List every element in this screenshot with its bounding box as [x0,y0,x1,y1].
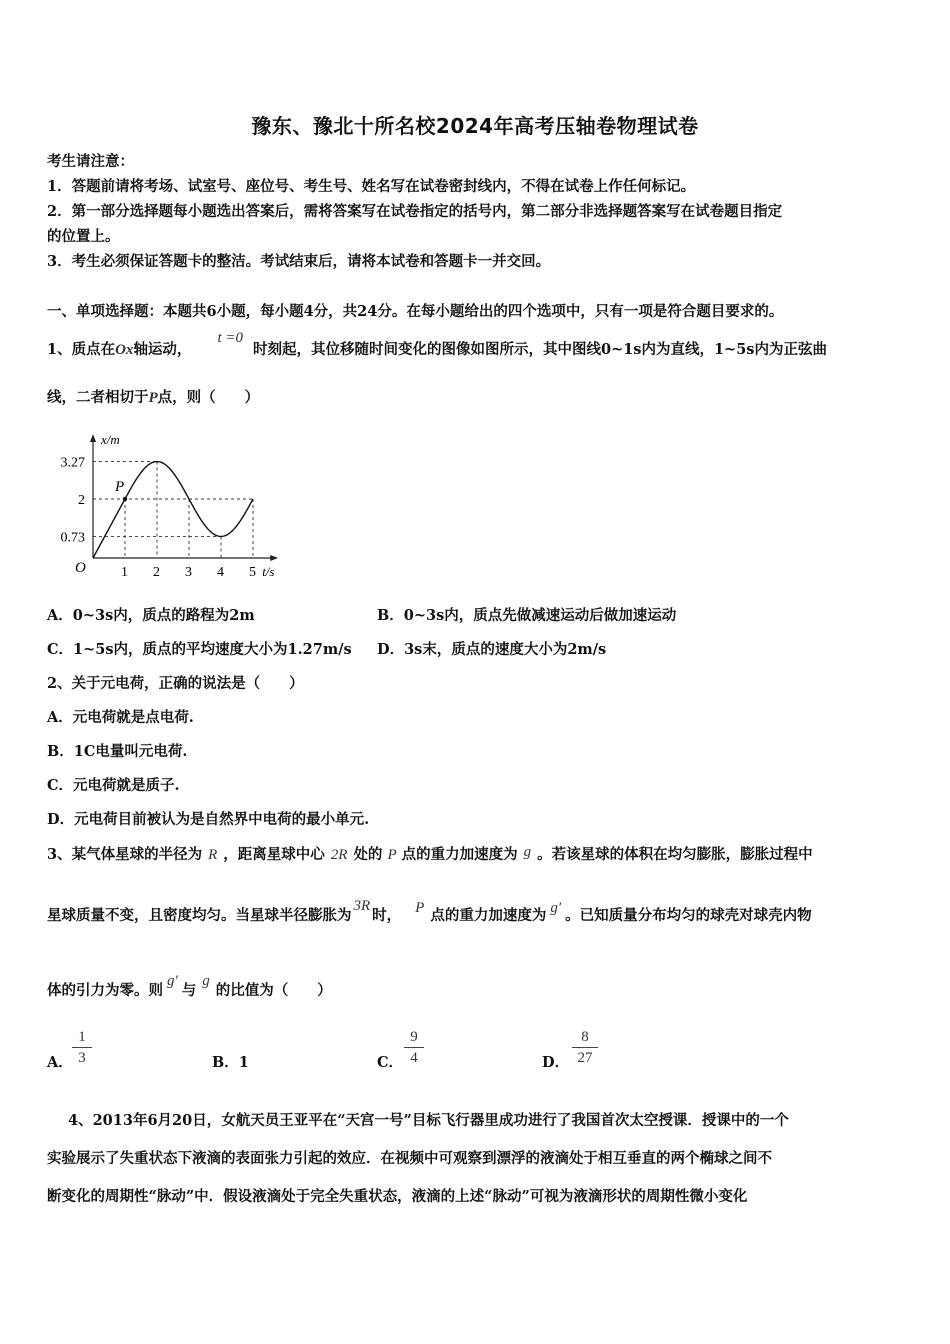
q1-text-b: 轴运动， [133,341,192,358]
q4-line3: 断变化的周期性“脉动”中．假设液滴处于完全失重状态，液滴的上述“脉动”可视为液滴形状的周期性微小变化 [47,1188,748,1205]
q1-p: P [148,390,158,406]
q3-p1: P [387,847,397,863]
x-tick-label: 4 [217,565,224,580]
notice-item-2: 2．第一部分选择题每小题选出答案后，需将答案写在试卷指定的括号内，第二部分非选择题答案写在试卷题目指定 [47,203,783,220]
q1-stem-line2 [47,388,259,408]
q3-text-a: 3、某气体星球的半径为 [47,846,203,863]
q3-option-d-fraction [572,1027,598,1068]
x-tick-label: 2 [153,565,160,580]
q3-text-g: 时， [372,907,402,924]
q2-option-b: B．1C电量叫元电荷. [47,743,188,760]
x-tick-label: 1 [121,565,128,580]
x-tick-label: 3 [185,565,192,580]
y-axis-arrow [90,434,96,442]
q2-option-c: C．元电荷就是质子. [47,777,180,794]
page-title: 豫东、豫北十所名校2024年高考压轴卷物理试卷 [251,114,699,138]
q3-option-a-label: A． [47,1054,73,1071]
q3-line2 [47,898,812,926]
y-axis-label: x/m [101,432,120,447]
q1-stem-line1 [47,330,827,360]
q3-text-l: 的比值为（ ） [215,982,332,999]
q3-option-b: B．1 [212,1054,249,1071]
q1-text-a: 1、质点在 [47,341,116,358]
q3-text-h: 点的重力加速度为 [430,907,547,924]
notice-heading: 考生请注意： [47,153,134,170]
origin-label: O [75,560,86,576]
q3-text-k: 与 [181,982,197,999]
q3-r: R [208,847,218,863]
q1-text-c: 时刻起，其位移随时间变化的图像如图所示，其中图线0~1s内为直线，1~5s内为正弦曲 [252,341,827,358]
q3-option-c-num: 9 [404,1027,424,1048]
q3-option-d-num: 8 [572,1027,598,1048]
point-p-label: P [115,479,125,495]
q1-t0: t =0 [217,330,243,346]
section-heading: 一、单项选择题：本题共6小题，每小题4分，共24分。在每小题给出的四个选项中，只有一项是符合题目要求的。 [47,303,784,320]
q1-text-d: 线，二者相切于 [47,389,149,406]
q1-xt-graph [45,420,295,590]
y-tick-label: 2 [78,493,85,508]
q3-text-e: 。若该星球的体积在均匀膨胀，膨胀过程中 [537,846,813,863]
q3-text-c: 处的 [353,846,383,863]
q3-option-a-fraction [72,1027,92,1068]
q1-option-b: B．0~3s内，质点先做减速运动后做加速运动 [377,607,677,624]
x-axis-arrow [270,555,278,561]
q1-option-a: A．0~3s内，质点的路程为2m [47,607,255,624]
q3-3r: 3R [353,898,371,914]
q3-text-b: ，距离星球中心 [223,846,325,863]
q3-text-i: 。已知质量分布均匀的球壳对球壳内物 [565,907,812,924]
q3-g2: g [202,973,210,989]
q3-p2: P [415,900,425,916]
q3-option-d-den: 27 [577,1050,593,1066]
series-line-segment [93,499,125,558]
notice-item-3: 3．考生必须保证答题卡的整洁。考试结束后，请将本试卷和答题卡一并交回。 [47,253,551,270]
q3-text-f: 星球质量不变，且密度均匀。当星球半径膨胀为 [47,907,352,924]
q3-line1 [47,845,813,865]
q4-line2: 实验展示了失重状态下液滴的表面张力引起的效应．在视频中可观察到漂浮的液滴处于相互垂直的两个椭球之间不 [47,1150,772,1167]
notice-item-1: 1．答题前请将考场、试室号、座位号、考生号、姓名写在试卷密封线内，不得在试卷上作任何标记。 [47,178,696,195]
y-tick-label: 3.27 [60,455,85,471]
q4-line1: 4、2013年6月20日，女航天员王亚平在“天宫一号”目标飞行器里成功进行了我国首次太空授课．授课中的一个 [68,1112,789,1129]
q3-option-c-label: C． [377,1054,404,1071]
q3-option-a-den: 3 [78,1050,86,1066]
q3-line3 [47,973,332,1001]
x-axis-label: t/s [262,564,275,579]
q1-text-e: 点，则（ ） [157,389,260,406]
q2-option-d: D．元电荷目前被认为是自然界中电荷的最小单元. [47,811,370,828]
q2-option-a: A．元电荷就是点电荷. [47,709,194,726]
q1-ox: Ox [115,342,134,358]
q3-option-c-den: 4 [410,1050,418,1066]
q3-2r: 2R [330,847,348,863]
y-tick-label: 0.73 [60,530,85,546]
q1-option-d: D．3s末，质点的速度大小为2m/s [377,641,607,658]
q3-gprime1: g′ [550,900,562,916]
point-p-marker [123,497,127,501]
notice-item-2-cont: 的位置上。 [47,228,120,245]
q1-option-c: C．1~5s内，质点的平均速度大小为1.27m/s [47,641,352,658]
x-tick-label: 5 [249,565,256,580]
q3-g1: g [523,844,532,860]
q3-gprime2: g′ [167,973,178,989]
q3-text-d: 点的重力加速度为 [401,846,518,863]
q3-option-c-fraction [404,1027,424,1068]
q3-text-j: 体的引力为零。则 [47,982,163,999]
q2-stem: 2、关于元电荷，正确的说法是（ ） [47,675,304,692]
q3-option-d-label: D． [542,1054,570,1071]
q3-option-a-num: 1 [72,1027,92,1048]
